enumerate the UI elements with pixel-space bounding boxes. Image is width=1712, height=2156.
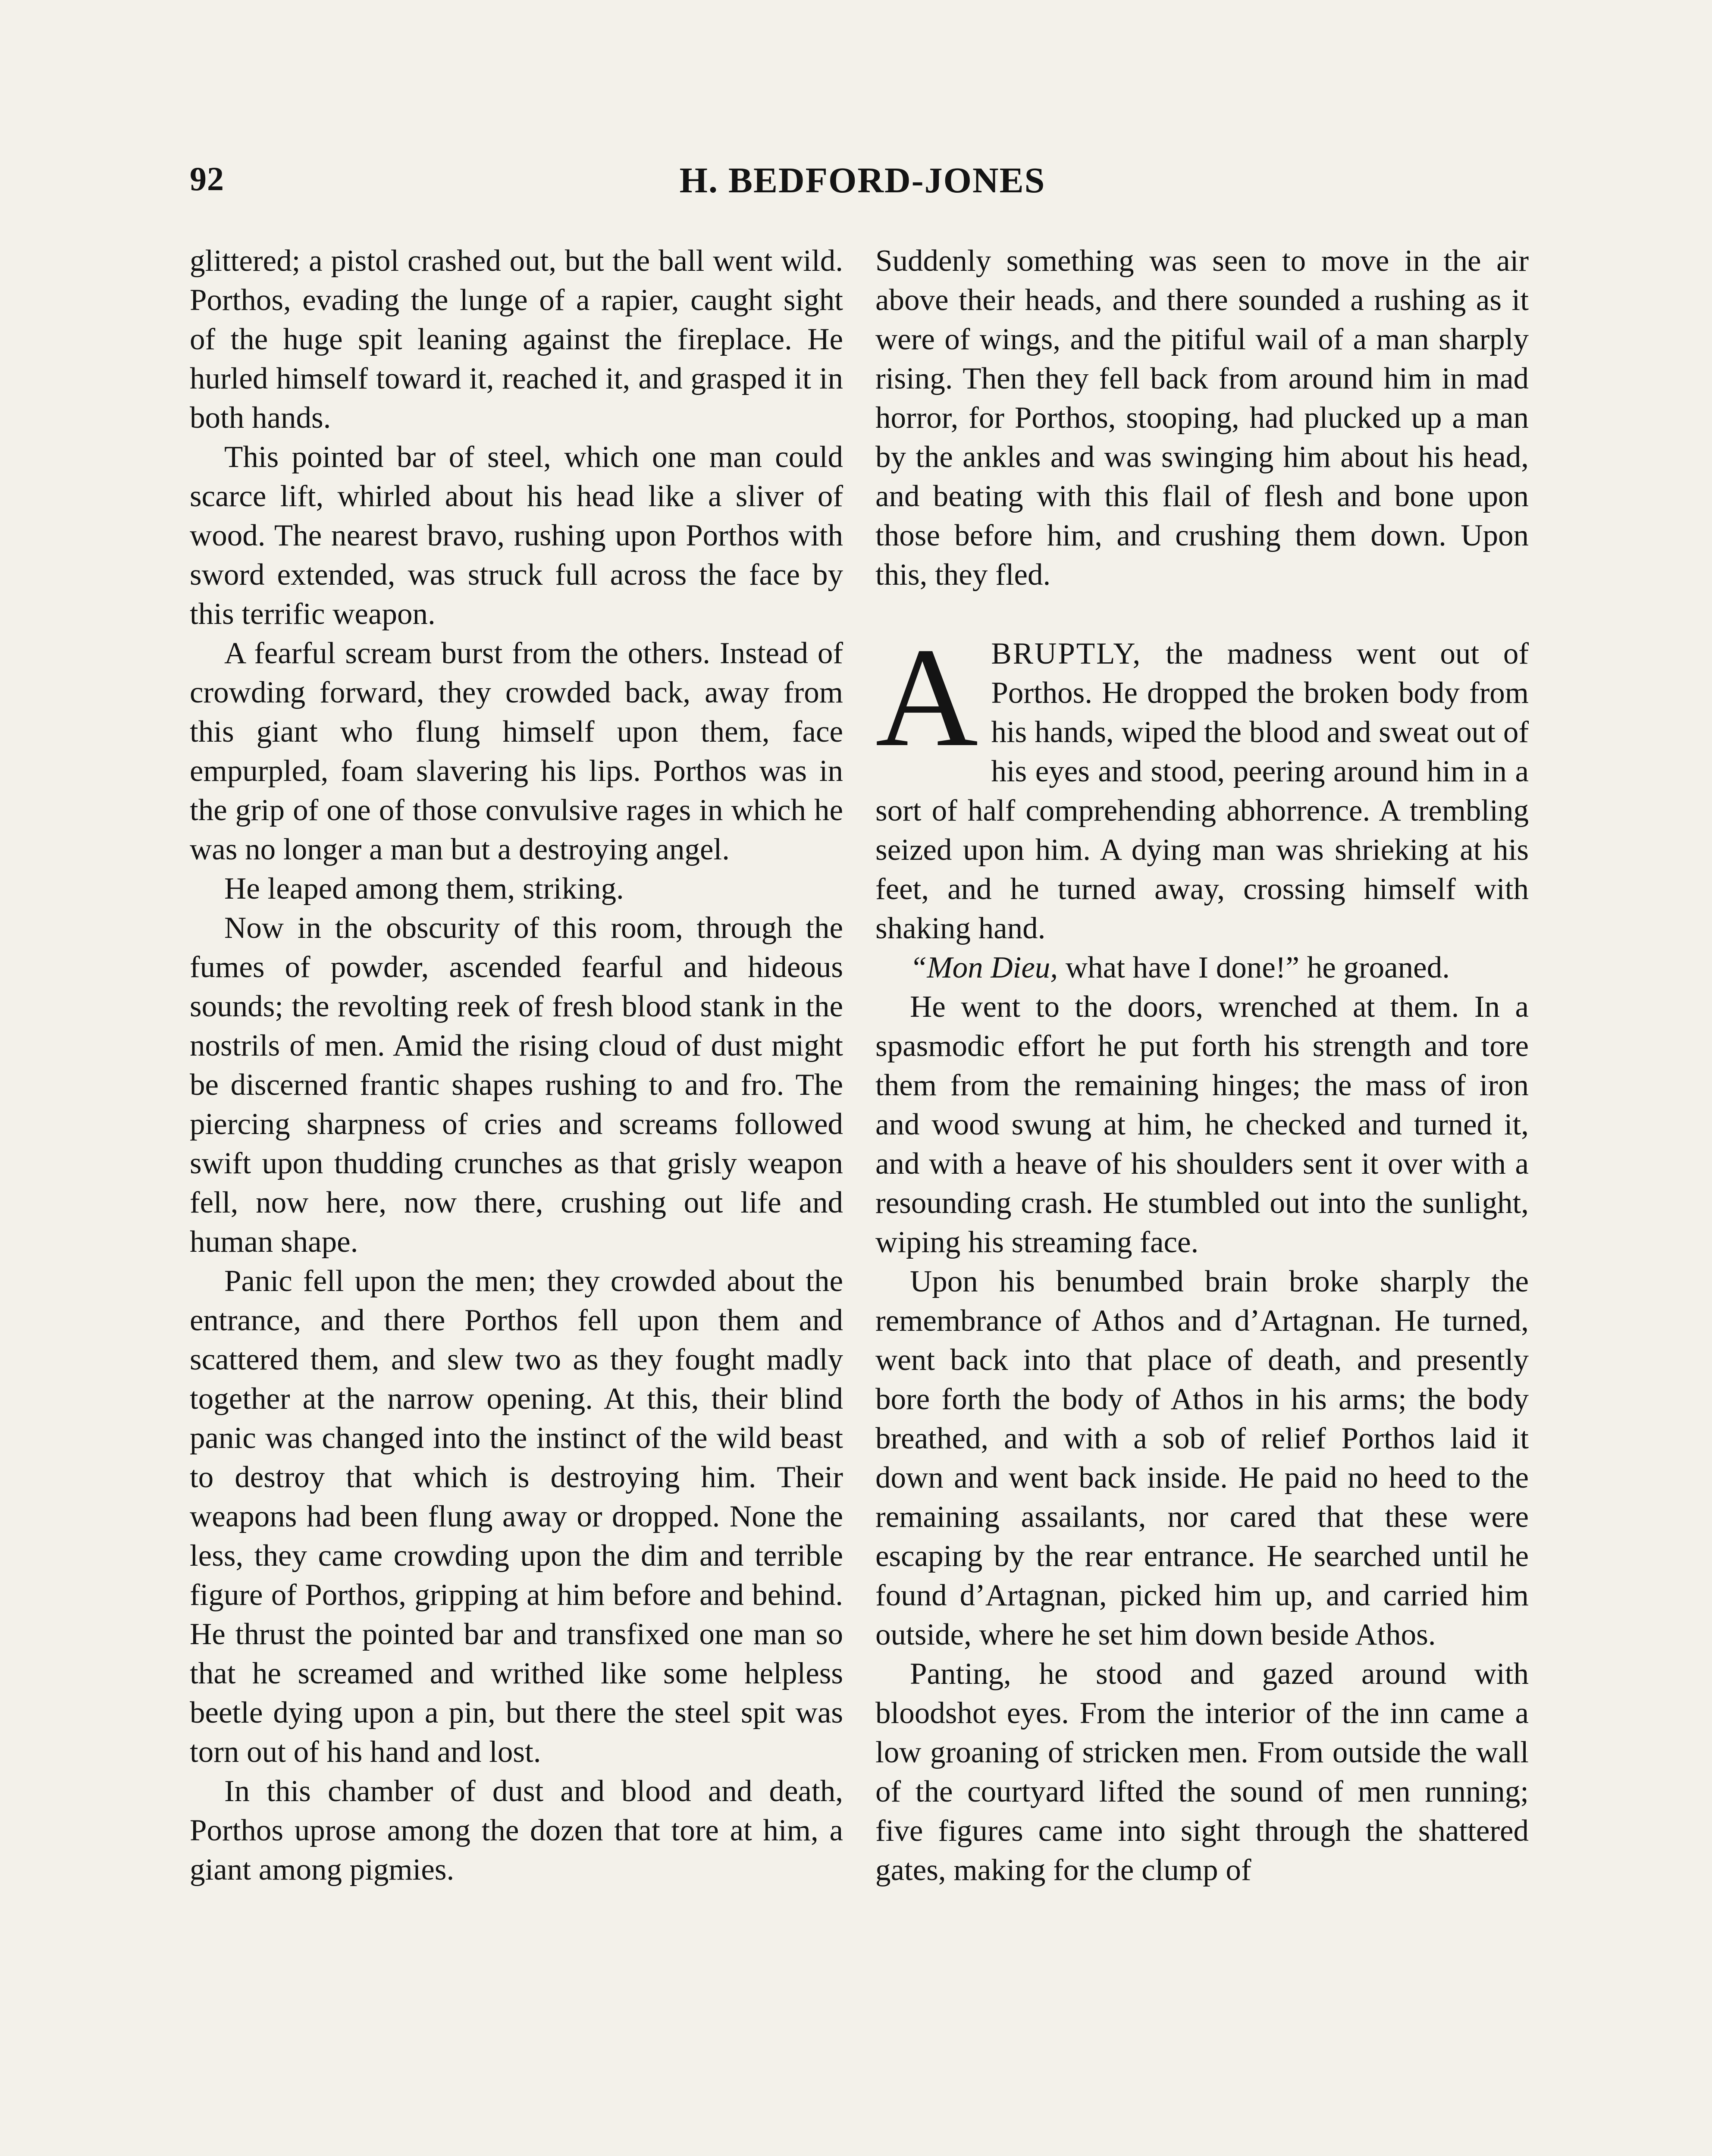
- paragraph: Panting, he stood and gazed around with bloodshot eyes. From the interior of the inn came a low groaning of stricken men. From outside the wall of the courtyard lifted the sound of men running; five figures came into sight through the shattered gates, making for the clump of: [875, 1657, 1529, 1887]
- dropcap-paragraph: [875, 619, 1529, 948]
- dropcap-paragraph-text: the madness went out of Porthos. He dropped the broken body from his hands, wiped the blood and sweat out of his eyes and stood, peering around him in a sort of half comprehending abhorrence. A trembling seized upon him. A dying man was shrieking at his feet, and he turned away, crossing himself with shaking hand.: [875, 637, 1529, 945]
- drop-cap-letter: A: [875, 619, 978, 776]
- paragraph: In this chamber of dust and blood and death, Porthos uprose among the dozen that tore at him, a giant among pigmies.: [190, 1774, 843, 1887]
- page-number: 92: [190, 160, 224, 197]
- italic-phrase: “Mon Dieu,: [910, 951, 1058, 984]
- paragraph: Suddenly something was seen to move in the air above their heads, and there sounded a rushing as it were of wings, and the pitiful wail of a man sharply rising. Then they fell back from around him in mad horror, for Porthos, stooping, had plucked up a man by the ankles and was swinging him about his head, and beating with this flail of flesh and bone upon those before him, and crushing them down. Upon this, they fled.: [875, 244, 1529, 592]
- quote-text: what have I done!” he groaned.: [1058, 951, 1450, 984]
- quote-paragraph: [875, 948, 1529, 987]
- paragraph: Upon his benumbed brain broke sharply the remembrance of Athos and d’Artagnan. He turned, went back into that place of death, and presently bore forth the body of Athos in his arms; the body breathed, and with a sob of relief Porthos laid it down and went back inside. He paid no heed to the remaining assailants, nor cared that these were escaping by the rear entrance. He searched until he found d’Artagnan, picked him up, and carried him outside, where he set him down beside Athos.: [875, 1265, 1529, 1651]
- paragraph: This pointed bar of steel, which one man could scarce lift, whirled about his head like a sliver of wood. The nearest bravo, rushing upon Porthos with sword extended, was struck full across the face by this terrific weapon.: [190, 440, 843, 631]
- dropcap-lead-word: BRUPTLY,: [991, 637, 1142, 671]
- paragraph: Panic fell upon the men; they crowded about the entrance, and there Porthos fell upon them and scattered them, and slew two as they fought madly together at the narrow opening. At this, their blind panic was changed into the instinct of the wild beast to destroy that which is destroying him. Their weapons had been flung away or dropped. None the less, they came crowding upon the dim and terrible figure of Porthos, gripping at him before and behind. He thrust the pointed bar and transfixed one man so that he screamed and writhed like some helpless beetle dying upon a pin, but there the steel spit was torn out of his hand and lost.: [190, 1264, 843, 1769]
- page-header: [190, 160, 1535, 207]
- paragraph: Now in the obscurity of this room, through the fumes of powder, ascended fearful and hideous sounds; the revolting reek of fresh blood stank in the nostrils of men. Amid the rising cloud of dust might be discerned frantic shapes rushing to and fro. The piercing sharpness of cries and screams followed swift upon thudding crunches as that grisly weapon fell, now here, now there, crushing out life and human shape.: [190, 911, 843, 1259]
- paragraph: A fearful scream burst from the others. Instead of crowding forward, they crowded back, away from this giant who flung himself upon them, face empurpled, foam slavering his lips. Porthos was in the grip of one of those convulsive rages in which he was no longer a man but a destroying angel.: [190, 636, 843, 866]
- left-column: [190, 241, 843, 1890]
- paragraph: He leaped among them, striking.: [224, 872, 624, 906]
- paragraph: He went to the doors, wrenched at them. In a spasmodic effort he put forth his strength and tore them from the remaining hinges; the mass of iron and wood swung at him, he checked and turned it, and with a heave of his shoulders sent it over with a resounding crash. He stumbled out into the sunlight, wiping his streaming face.: [875, 990, 1529, 1259]
- paragraph: glittered; a pistol crashed out, but the ball went wild. Porthos, evading the lunge of a rapier, caught sight of the huge spit leaning against the fireplace. He hurled himself toward it, reached it, and grasped it in both hands.: [190, 244, 843, 435]
- running-title: H. BEDFORD-JONES: [679, 160, 1046, 201]
- right-column: [875, 241, 1529, 1890]
